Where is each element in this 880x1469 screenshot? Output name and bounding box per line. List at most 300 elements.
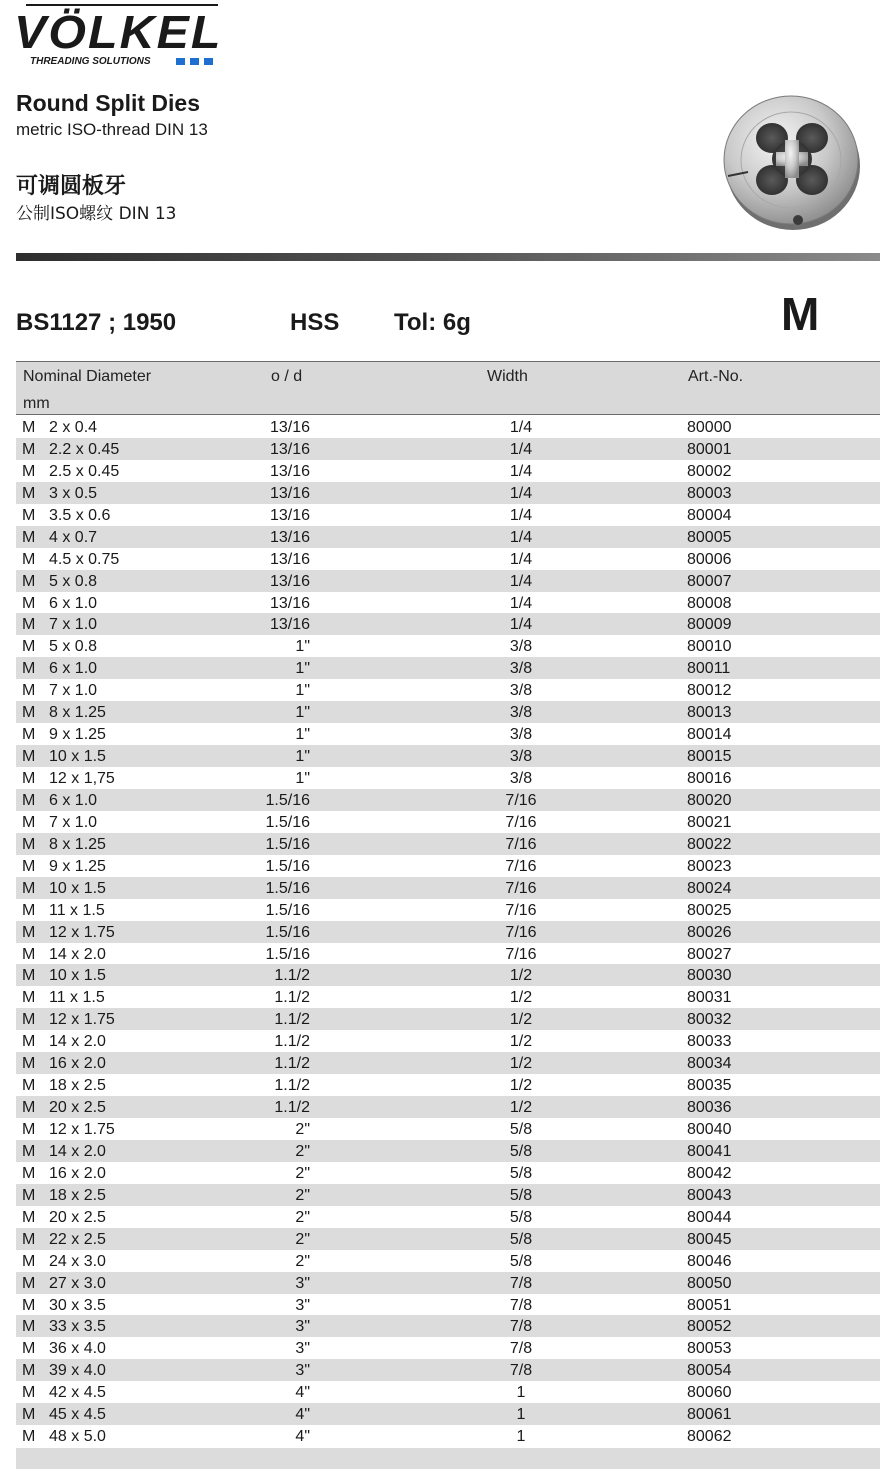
nominal-size: 45 x 4.5 [49,1406,106,1424]
table-row [16,504,880,526]
table-row [16,438,880,460]
table-row [16,1315,880,1337]
width-value: 3/8 [509,704,533,722]
thread-prefix: M [22,726,36,744]
nominal-size: 20 x 2.5 [49,1099,106,1117]
width-value: 1/2 [509,1077,533,1095]
article-number: 80040 [687,1121,732,1138]
thread-prefix: M [22,1077,36,1095]
table-row [16,570,880,592]
width-value: 3/8 [509,660,533,678]
outer-diameter: 13/16 [269,419,310,436]
table-row [16,1118,880,1140]
width-value: 7/8 [509,1296,533,1314]
table-row [16,1052,880,1074]
standard-label: BS1127 ; 1950 [16,309,177,336]
nominal-size: 20 x 2.5 [49,1208,106,1226]
article-number: 80033 [687,1033,732,1051]
article-number: 80034 [687,1055,732,1073]
outer-diameter: 1" [295,770,310,787]
nominal-size: 7 x 1.0 [49,682,98,700]
nominal-size: 2 x 0.4 [49,419,98,436]
table-row [16,899,880,921]
outer-diameter: 1.1/2 [274,1033,310,1051]
nominal-size: 5 x 0.8 [49,572,98,590]
thread-prefix: M [22,1055,36,1073]
article-number: 80007 [687,572,732,590]
nominal-size: 18 x 2.5 [49,1186,106,1204]
width-value: 3/8 [509,638,533,656]
thread-prefix: M [22,1121,36,1138]
nominal-size: 14 x 2.0 [49,1033,106,1051]
outer-diameter: 1.1/2 [274,1099,310,1117]
outer-diameter: 4" [295,1384,310,1402]
thread-prefix: M [22,1252,36,1270]
tolerance-label: Tol: 6g [394,309,471,336]
logo-square-icon [176,58,185,65]
table-row [16,482,880,504]
article-number: 80001 [687,440,732,458]
table-body [16,416,880,1447]
width-value: 5/8 [509,1208,533,1226]
nominal-size: 48 x 5.0 [49,1428,106,1446]
width-value: 1/4 [509,506,533,524]
table-row [16,613,880,635]
table-row [16,657,880,679]
outer-diameter: 13/16 [269,594,310,612]
width-value: 5/8 [509,1186,533,1204]
table-row [16,1272,880,1294]
thread-prefix: M [22,857,36,875]
article-number: 80050 [687,1274,732,1292]
width-value: 1/4 [509,440,533,458]
table-row [16,679,880,701]
article-number: 80021 [687,813,732,831]
article-number: 80009 [687,616,732,634]
thread-prefix: M [22,660,36,678]
thread-prefix: M [22,989,36,1007]
width-value: 1/4 [509,528,533,546]
nominal-size: 14 x 2.0 [49,1142,106,1160]
article-number: 80032 [687,1011,732,1029]
width-value: 1/4 [509,462,533,480]
outer-diameter: 2" [295,1208,310,1226]
thread-prefix: M [22,901,36,919]
nominal-size: 42 x 4.5 [49,1384,106,1402]
width-value: 1/4 [509,484,533,502]
table-row [16,986,880,1008]
width-value: 7/16 [505,791,537,809]
outer-diameter: 1.5/16 [265,791,310,809]
thread-prefix: M [22,835,36,853]
header-outer-diameter: o / d [271,368,303,385]
thread-prefix: M [22,1142,36,1160]
width-value: 1/4 [509,572,533,590]
table-row [16,1425,880,1447]
outer-diameter: 13/16 [269,462,310,480]
thread-prefix: M [22,1362,36,1380]
article-number: 80044 [687,1208,732,1226]
page-title: Round Split Dies [16,90,200,116]
article-number: 80020 [687,791,732,809]
outer-diameter: 13/16 [269,484,310,502]
table-row [16,1074,880,1096]
article-number: 80022 [687,835,732,853]
nominal-size: 6 x 1.0 [49,660,98,678]
width-value: 7/16 [505,945,537,963]
nominal-size: 10 x 1.5 [49,879,106,897]
header-unit: mm [23,395,50,412]
article-number: 80043 [687,1186,732,1204]
outer-diameter: 1.1/2 [274,989,310,1007]
thread-prefix: M [22,1011,36,1029]
thread-prefix: M [22,704,36,722]
width-value: 1/2 [509,989,533,1007]
nominal-size: 12 x 1.75 [49,1121,115,1138]
nominal-size: 8 x 1.25 [49,835,106,853]
nominal-size: 7 x 1.0 [49,813,98,831]
article-number: 80016 [687,770,732,787]
nominal-size: 6 x 1.0 [49,594,98,612]
outer-diameter: 2" [295,1121,310,1138]
logo-square-icon [204,58,213,65]
thread-prefix: M [22,638,36,656]
article-number: 80062 [687,1428,732,1446]
page-subtitle: metric ISO-thread DIN 13 [16,120,208,139]
thread-prefix: M [22,1033,36,1051]
article-number: 80041 [687,1142,732,1160]
table-row [16,1381,880,1403]
thread-prefix: M [22,616,36,634]
nominal-size: 9 x 1.25 [49,857,106,875]
header-nominal-diameter: Nominal Diameter [23,368,152,385]
outer-diameter: 13/16 [269,528,310,546]
table-row [16,877,880,899]
table-row [16,1250,880,1272]
article-number: 80000 [687,419,732,436]
outer-diameter: 1" [295,704,310,722]
article-number: 80051 [687,1296,732,1314]
width-value: 1/2 [509,1011,533,1029]
width-value: 1 [516,1428,526,1446]
outer-diameter: 3" [295,1362,310,1380]
table-row [16,1008,880,1030]
outer-diameter: 1" [295,660,310,678]
width-value: 7/8 [509,1318,533,1336]
outer-diameter: 3" [295,1318,310,1336]
width-value: 5/8 [509,1142,533,1160]
width-value: 7/16 [505,813,537,831]
outer-diameter: 1.5/16 [265,879,310,897]
article-number: 80045 [687,1230,732,1248]
outer-diameter: 1.5/16 [265,945,310,963]
width-value: 7/16 [505,857,537,875]
table-row [16,723,880,745]
width-value: 7/8 [509,1274,533,1292]
width-value: 7/16 [505,923,537,941]
width-value: 3/8 [509,770,533,787]
nominal-size: 18 x 2.5 [49,1077,106,1095]
nominal-size: 8 x 1.25 [49,704,106,722]
outer-diameter: 1.1/2 [274,967,310,985]
table-row [16,635,880,657]
width-value: 3/8 [509,682,533,700]
width-value: 5/8 [509,1164,533,1182]
logo-square-icon [190,58,199,65]
thread-prefix: M [22,748,36,766]
width-value: 7/16 [505,901,537,919]
table-footer [16,1448,880,1469]
thread-prefix: M [22,1274,36,1292]
thread-prefix: M [22,1296,36,1314]
width-value: 1/4 [509,594,533,612]
width-value: 7/16 [505,879,537,897]
thread-prefix: M [22,770,36,787]
width-value: 5/8 [509,1252,533,1270]
article-number: 80031 [687,989,732,1007]
table-row [16,811,880,833]
thread-prefix: M [22,550,36,568]
thread-prefix: M [22,1186,36,1204]
article-number: 80030 [687,967,732,985]
article-number: 80004 [687,506,732,524]
table-row [16,745,880,767]
page-title-chinese: 可调圆板牙 [16,174,127,199]
outer-diameter: 2" [295,1230,310,1248]
nominal-size: 27 x 3.0 [49,1274,106,1292]
nominal-size: 22 x 2.5 [49,1230,106,1248]
thread-prefix: M [22,1384,36,1402]
outer-diameter: 13/16 [269,440,310,458]
article-number: 80053 [687,1340,732,1358]
table-row [16,1206,880,1228]
table-row [16,767,880,789]
outer-diameter: 2" [295,1164,310,1182]
table-row [16,701,880,723]
thread-prefix: M [22,484,36,502]
table-row [16,1228,880,1250]
article-number: 80042 [687,1164,732,1182]
article-number: 80008 [687,594,732,612]
nominal-size: 5 x 0.8 [49,638,98,656]
nominal-size: 10 x 1.5 [49,967,106,985]
outer-diameter: 1.5/16 [265,835,310,853]
nominal-size: 11 x 1.5 [49,901,105,919]
width-value: 1/4 [509,550,533,568]
nominal-size: 10 x 1.5 [49,748,106,766]
outer-diameter: 13/16 [269,616,310,634]
thread-prefix: M [22,1406,36,1424]
outer-diameter: 1" [295,638,310,656]
width-value: 7/8 [509,1340,533,1358]
nominal-size: 3 x 0.5 [49,484,98,502]
outer-diameter: 1.1/2 [274,1077,310,1095]
table-row [16,921,880,943]
article-number: 80027 [687,945,732,963]
table-row [16,1337,880,1359]
table-row [16,1096,880,1118]
nominal-size: 16 x 2.0 [49,1055,106,1073]
outer-diameter: 2" [295,1252,310,1270]
table-row [16,833,880,855]
outer-diameter: 2" [295,1186,310,1204]
nominal-size: 33 x 3.5 [49,1318,106,1336]
width-value: 7/8 [509,1362,533,1380]
outer-diameter: 13/16 [269,506,310,524]
article-number: 80003 [687,484,732,502]
nominal-size: 14 x 2.0 [49,945,106,963]
outer-diameter: 1.5/16 [265,813,310,831]
article-number: 80025 [687,901,732,919]
nominal-size: 36 x 4.0 [49,1340,106,1358]
thread-prefix: M [22,572,36,590]
nominal-size: 24 x 3.0 [49,1252,106,1270]
outer-diameter: 4" [295,1406,310,1424]
width-value: 5/8 [509,1121,533,1138]
table-row [16,416,880,438]
outer-diameter: 1" [295,748,310,766]
table-row [16,1162,880,1184]
article-number: 80054 [687,1362,732,1380]
thread-prefix: M [22,1208,36,1226]
thread-prefix: M [22,528,36,546]
header-article-number: Art.-No. [688,368,744,385]
outer-diameter: 1.1/2 [274,1011,310,1029]
article-number: 80005 [687,528,732,546]
table-row [16,460,880,482]
article-number: 80012 [687,682,732,700]
outer-diameter: 1.5/16 [265,857,310,875]
width-value: 1/4 [509,616,533,634]
outer-diameter: 3" [295,1274,310,1292]
article-number: 80024 [687,879,732,897]
article-number: 80010 [687,638,732,656]
article-number: 80002 [687,462,732,480]
width-value: 1/2 [509,967,533,985]
table-row [16,789,880,811]
nominal-size: 16 x 2.0 [49,1164,106,1182]
nominal-size: 6 x 1.0 [49,791,98,809]
outer-diameter: 1" [295,682,310,700]
table-row [16,1030,880,1052]
thread-prefix: M [22,879,36,897]
article-number: 80026 [687,923,732,941]
table-row [16,1403,880,1425]
table-row [16,1140,880,1162]
brand-tagline: THREADING SOLUTIONS [30,56,151,67]
thread-prefix: M [22,682,36,700]
nominal-size: 4 x 0.7 [49,528,98,546]
outer-diameter: 1.1/2 [274,1055,310,1073]
article-number: 80060 [687,1384,732,1402]
nominal-size: 4.5 x 0.75 [49,550,120,568]
thread-prefix: M [22,462,36,480]
thread-prefix: M [22,506,36,524]
width-value: 1/2 [509,1055,533,1073]
nominal-size: 3.5 x 0.6 [49,506,111,524]
table-row [16,964,880,986]
width-value: 1/4 [509,419,533,436]
table-row [16,526,880,548]
thread-prefix: M [22,813,36,831]
table-row [16,1359,880,1381]
nominal-size: 9 x 1.25 [49,726,106,744]
outer-diameter: 1.5/16 [265,901,310,919]
outer-diameter: 13/16 [269,572,310,590]
thread-prefix: M [22,440,36,458]
article-number: 80052 [687,1318,732,1336]
outer-diameter: 1.5/16 [265,923,310,941]
outer-diameter: 13/16 [269,550,310,568]
table-row [16,1184,880,1206]
round-split-die-image [718,86,868,236]
table-row [16,855,880,877]
nominal-size: 12 x 1.75 [49,1011,115,1029]
width-value: 1 [516,1384,526,1402]
outer-diameter: 3" [295,1340,310,1358]
table-header [16,361,880,415]
article-number: 80046 [687,1252,732,1270]
thread-prefix: M [22,594,36,612]
thread-prefix: M [22,419,36,436]
nominal-size: 39 x 4.0 [49,1362,106,1380]
brand-logo [14,4,223,70]
thread-prefix: M [22,967,36,985]
thread-prefix: M [22,1340,36,1358]
article-number: 80036 [687,1099,732,1117]
article-number: 80013 [687,704,732,722]
article-number: 80014 [687,726,732,744]
nominal-size: 12 x 1,75 [49,770,115,787]
width-value: 7/16 [505,835,537,853]
page-subtitle-chinese: 公制ISO螺纹 DIN 13 [16,204,177,224]
material-label: HSS [290,309,340,336]
nominal-size: 30 x 3.5 [49,1296,106,1314]
width-value: 1/2 [509,1099,533,1117]
table-row [16,548,880,570]
nominal-size: 12 x 1.75 [49,923,115,941]
outer-diameter: 4" [295,1428,310,1446]
nominal-size: 7 x 1.0 [49,616,98,634]
thread-type-mark: M [781,288,820,340]
width-value: 1 [516,1406,526,1424]
article-number: 80011 [687,660,731,678]
thread-prefix: M [22,945,36,963]
thread-prefix: M [22,1099,36,1117]
outer-diameter: 1" [295,726,310,744]
table-row [16,592,880,614]
article-number: 80061 [687,1406,732,1424]
thread-prefix: M [22,791,36,809]
thread-prefix: M [22,1318,36,1336]
width-value: 3/8 [509,726,533,744]
outer-diameter: 2" [295,1142,310,1160]
nominal-size: 2.2 x 0.45 [49,440,120,458]
article-number: 80023 [687,857,732,875]
table-row [16,1294,880,1316]
thread-prefix: M [22,923,36,941]
thread-prefix: M [22,1428,36,1446]
thread-prefix: M [22,1230,36,1248]
width-value: 1/2 [509,1033,533,1051]
width-value: 3/8 [509,748,533,766]
brand-name: VÖLKEL [14,6,223,58]
article-number: 80035 [687,1077,732,1095]
nominal-size: 2.5 x 0.45 [49,462,120,480]
table-row [16,943,880,965]
article-number: 80015 [687,748,732,766]
article-number: 80006 [687,550,732,568]
